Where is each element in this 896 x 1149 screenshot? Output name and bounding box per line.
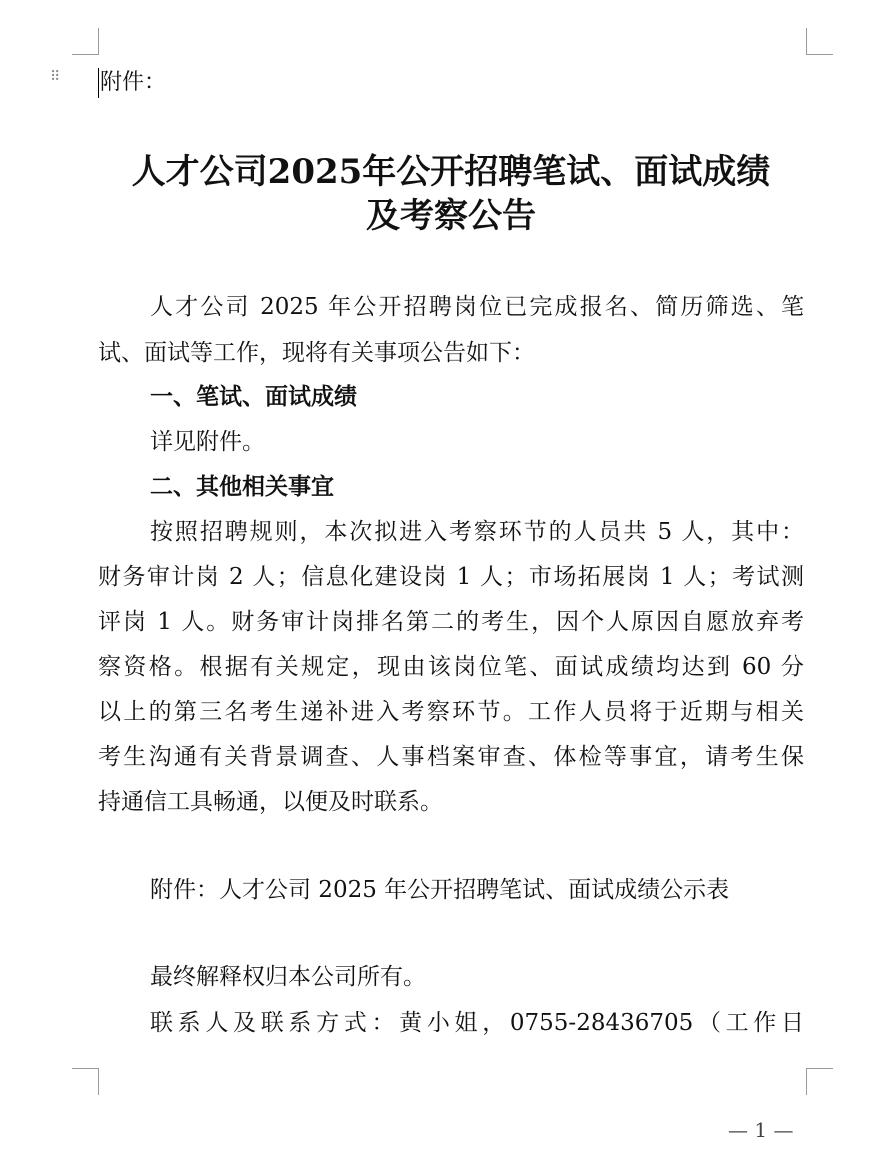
section2-line: 以上的第三名考生递补进入考察环节。工作人员将于近期与相关 bbox=[98, 699, 804, 725]
attachment-label: 附件： bbox=[100, 70, 167, 95]
section2-line: 按照招聘规则，本次拟进入考察环节的人员共 5 人，其中： bbox=[150, 519, 804, 545]
intro-line-2: 试、面试等工作，现将有关事项公告如下： bbox=[98, 340, 535, 366]
section2-line: 持通信工具畅通，以便及时联系。 bbox=[98, 789, 443, 815]
drag-handle-icon[interactable]: ⠿ bbox=[50, 69, 60, 85]
final-rights-statement: 最终解释权归本公司所有。 bbox=[150, 964, 426, 990]
section2-line: 考生沟通有关背景调查、人事档案审查、体检等事宜，请考生保 bbox=[98, 744, 804, 770]
section2-heading: 二、其他相关事宜 bbox=[150, 474, 334, 500]
section1-heading: 一、笔试、面试成绩 bbox=[150, 384, 357, 410]
document-title-line2: 及考察公告 bbox=[366, 196, 536, 236]
page-number: — 1 — bbox=[728, 1118, 794, 1142]
section2-line: 察资格。根据有关规定，现由该岗位笔、面试成绩均达到 60 分 bbox=[98, 654, 804, 680]
document-title-line1: 人才公司2025年公开招聘笔试、面试成绩 bbox=[131, 152, 771, 192]
page-corner-top-right bbox=[806, 28, 833, 55]
page-corner-bottom-right bbox=[806, 1068, 833, 1095]
section1-body: 详见附件。 bbox=[150, 429, 265, 455]
section2-line: 财务审计岗 2 人；信息化建设岗 1 人；市场拓展岗 1 人；考试测 bbox=[98, 564, 804, 590]
page-corner-top-left bbox=[72, 28, 99, 55]
intro-line-1: 人才公司 2025 年公开招聘岗位已完成报名、简历筛选、笔 bbox=[150, 294, 804, 320]
text-cursor bbox=[98, 68, 99, 98]
page-corner-bottom-left bbox=[72, 1068, 99, 1095]
attachment-reference: 附件：人才公司 2025 年公开招聘笔试、面试成绩公示表 bbox=[150, 877, 730, 903]
contact-info: 联系人及联系方式：黄小姐，0755-28436705（工作日 bbox=[150, 1010, 804, 1036]
section2-line: 评岗 1 人。财务审计岗排名第二的考生，因个人原因自愿放弃考 bbox=[98, 609, 804, 635]
